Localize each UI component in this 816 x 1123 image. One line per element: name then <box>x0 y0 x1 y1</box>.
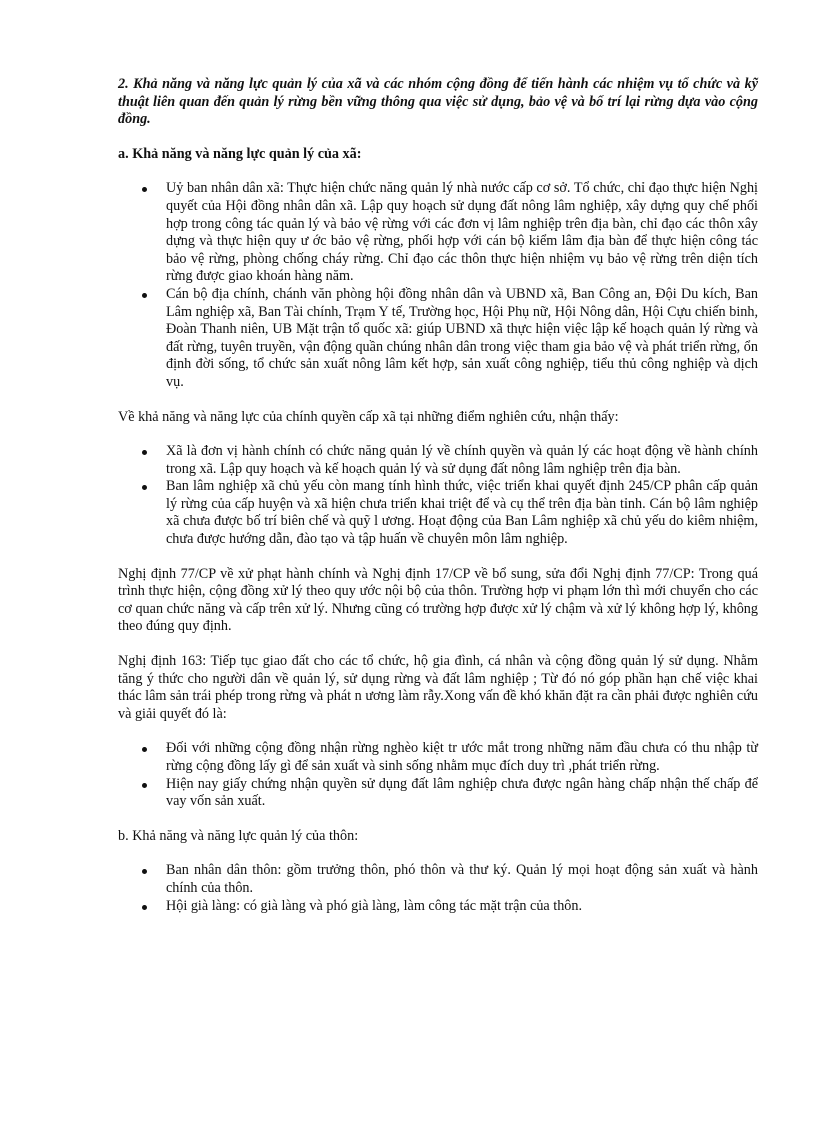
list-item <box>118 443 758 478</box>
list-item <box>118 776 758 811</box>
list-item-text: Ban lâm nghiệp xã chủ yếu còn mang tính hình thức, việc triển khai quyết định 245/CP phân cấp quản lý rừng của cấp huyện và xã hiện chưa triển khai triệt để và cụ thể trên địa bàn tỉnh. Cán bộ lâm nghiệp xã chưa được bố trí biên chế và quỹ l ương. Hoạt động của Ban Lâm nghiệp xã chủ yếu do kiêm nhiệm, chưa được hướng dẫn, đào tạo và tập huấn về chuyên môn lâm nghiệp. <box>166 478 758 548</box>
section-2-title: 2. Khả năng và năng lực quản lý của xã và các nhóm cộng đồng để tiến hành các nhiệm vụ tổ chức và kỹ thuật liên quan đến quản lý rừng bền vững thông qua việc sử dụng, bảo vệ và bố trí lại rừng dựa vào cộng đồng. <box>118 76 758 128</box>
section-b-heading: b. Khả năng và năng lực quản lý của thôn: <box>118 827 359 844</box>
bullet-icon <box>142 293 147 298</box>
list-item-text: Hội già làng: có già làng và phó già làng, làm công tác mặt trận của thôn. <box>166 897 583 914</box>
commune-management-list <box>118 180 758 391</box>
list-item <box>118 898 758 916</box>
list-item-text: Hiện nay giấy chứng nhận quyền sử dụng đất lâm nghiệp chưa được ngân hàng chấp nhận thế chấp để vay vốn sản xuất. <box>166 775 758 810</box>
list-item <box>118 478 758 548</box>
list-item-text: Xã là đơn vị hành chính có chức năng quản lý về chính quyền và quản lý các hoạt động về hành chính trong xã. Lập quy hoạch và kế hoạch quản lý và sử dụng đất nông lâm nghiệp trên địa bàn. <box>166 443 758 477</box>
bullet-icon <box>142 869 147 874</box>
list-item <box>118 740 758 775</box>
section-a-heading: a. Khả năng và năng lực quản lý của xã: <box>118 145 362 162</box>
decree-77-paragraph: Nghị định 77/CP về xử phạt hành chính và Nghị định 17/CP về bổ sung, sửa đổi Nghị định 77/CP: Trong quá trình thực hiện, cộng đồng xử lý theo quy ước nội bộ của thôn. Trường hợp vi phạm lớn thì mới chuyển cho các cơ quan chức năng và cấp trên xử lý. Nhưng cũng có trường hợp được xử lý chậm và xử lý không hợp lý, không theo đúng quy định. <box>118 565 758 635</box>
list-item <box>118 286 758 392</box>
bullet-icon <box>142 485 147 490</box>
difficulties-list <box>118 740 758 810</box>
list-item-text: Đối với những cộng đồng nhận rừng nghèo kiệt tr ước mắt trong những năm đầu chưa có thu nhập từ rừng cộng đồng lấy gì để sản xuất và sinh sống nhằm mục đích duy trì ,phát triển rừng. <box>166 740 758 774</box>
bullet-icon <box>142 450 147 455</box>
commune-capacity-intro: Về khả năng và năng lực của chính quyền cấp xã tại những điểm nghiên cứu, nhận thấy: <box>118 408 619 425</box>
document-page <box>118 76 758 932</box>
bullet-icon <box>142 187 147 192</box>
commune-capacity-list <box>118 443 758 549</box>
list-item-text: Ban nhân dân thôn: gồm trưởng thôn, phó thôn và thư ký. Quản lý mọi hoạt động sản xuất và hành chính của thôn. <box>166 862 758 896</box>
bullet-icon <box>142 747 147 752</box>
bullet-icon <box>142 905 147 910</box>
list-item-text: Cán bộ địa chính, chánh văn phòng hội đồng nhân dân và UBND xã, Ban Công an, Đội Du kích, Ban Lâm nghiệp xã, Ban Tài chính, Trạm Y tế, Trường học, Hội Phụ nữ, Hội Nông dân, Hội Cựu chiến binh, Đoàn Thanh niên, UB Mặt trận tổ quốc xã: giúp UBND xã thực hiện việc lập kế hoạch quản lý rừng và đất rừng, tuyên truyền, vận động quần chúng nhân dân trong việc tham gia bảo vệ và phát triển rừng, ổn định đời sống, tổ chức sản xuất nông lâm kết hợp, sản xuất công nghiệp, tiểu thủ công nghiệp và dịch vụ. <box>166 285 758 390</box>
bullet-icon <box>142 783 147 788</box>
village-management-list <box>118 862 758 915</box>
decree-163-paragraph: Nghị định 163: Tiếp tục giao đất cho các tổ chức, hộ gia đình, cá nhân và cộng đồng quản lý sử dụng. Nhằm tăng ý thức cho người dân về quản lý, sử dụng rừng và đất lâm nghiệp ; Từ đó nó góp phần hạn chế việc khai thác lâm sản trái phép trong rừng và phát n ương làm rẫy.Xong vấn đề khó khăn đặt ra cần phải được nghiên cứu và giải quyết đó là: <box>118 653 758 722</box>
list-item <box>118 862 758 897</box>
list-item-text: Uỷ ban nhân dân xã: Thực hiện chức năng quản lý nhà nước cấp cơ sở. Tổ chức, chỉ đạo thực hiện Nghị quyết của Hội đồng nhân dân xã. Lập quy hoạch sử dụng đất nông lâm nghiệp, xây dựng quy chế phối hợp trong công tác quản lý và bảo vệ rừng với các đơn vị lâm nghiệp trên địa bàn, chỉ đạo các thôn xây dựng và thực hiện quy ư ớc bảo vệ rừng, phối hợp với cán bộ kiểm lâm địa bàn để thực hiện công tác bảo vệ rừng, phòng chống cháy rừng. Chỉ đạo các thôn thực hiện nhiệm vụ bảo vệ rừng trên diện tích rừng được giao khoán hàng năm. <box>166 180 758 285</box>
list-item <box>118 180 758 286</box>
